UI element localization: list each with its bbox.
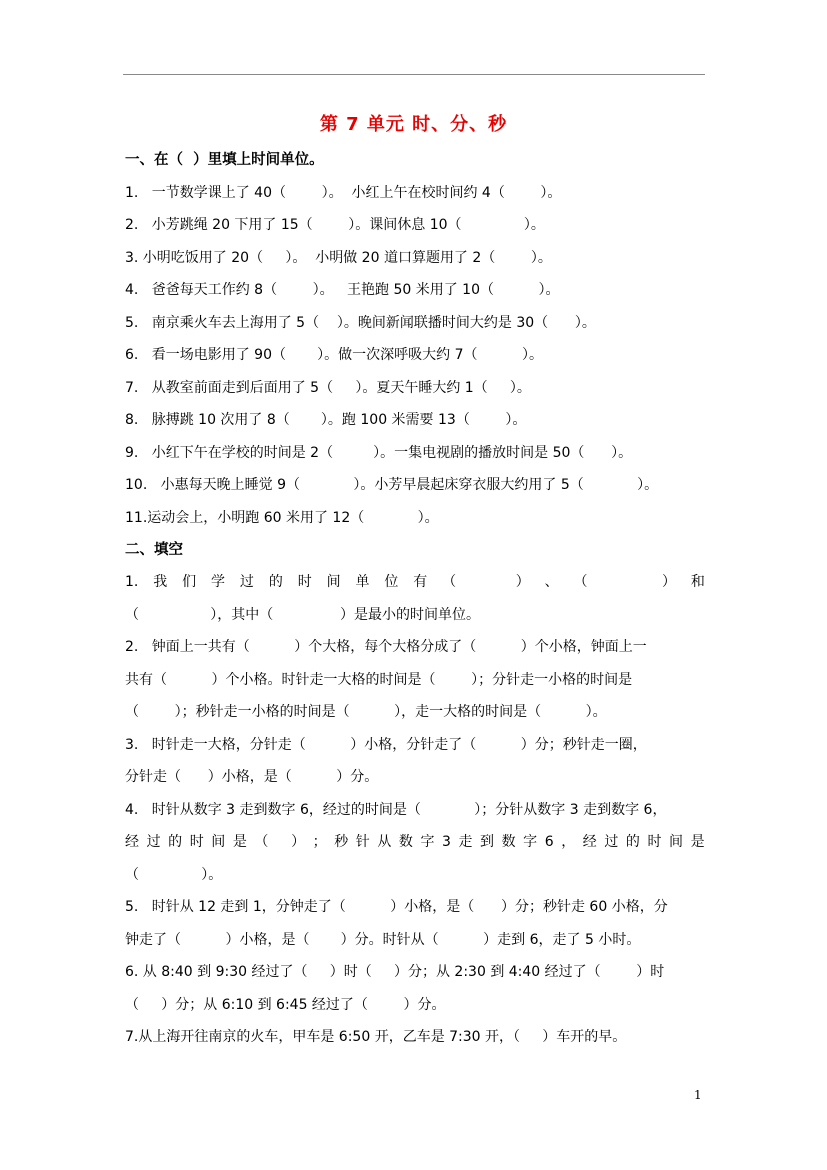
s2-q2-line3: （ ）；秒针走一小格的时间是（ ），走一大格的时间是（ ）。 (125, 704, 607, 720)
s2-q4-line1: 4. 时针从数字 3 走到数字 6，经过的时间是（ ）；分针从数字 3 走到数字 6， (125, 802, 667, 818)
section1-heading: 一、在（ ）里填上时间单位。 (125, 152, 324, 168)
text-segment: 秒 (334, 834, 349, 850)
text-segment: 是 (232, 834, 247, 850)
s2-q6-line2: （ ）分；从 6:10 到 6:45 经过了（ ）分。 (125, 997, 446, 1013)
text-segment: 过 (146, 834, 161, 850)
s1-item-4: 4. 爸爸每天工作约 8（ ）。 王艳跑 50 米用了 10（ ）。 (125, 282, 560, 298)
s1-item-3: 3. 小明吃饭用了 20（ ）。 小明做 20 道口算题用了 2（ ）。 (125, 250, 552, 266)
text-segment: 和 (690, 574, 705, 590)
page-number: 1 (694, 1088, 702, 1102)
s2-q5-line1: 5. 时针从 12 走到 1，分钟走了（ ）小格，是（ ）分；秒针走 60 小格，分 (125, 899, 668, 915)
text-segment: ； (312, 834, 327, 850)
page-title: 第 7 单元 时、分、秒 (319, 114, 508, 135)
text-segment: 间 (669, 834, 684, 850)
text-segment: 3 (442, 834, 451, 850)
text-segment: （ (442, 574, 457, 590)
text-segment: 从 (377, 834, 392, 850)
s1-item-11: 11.运动会上，小明跑 60 米用了 12（ ）。 (125, 510, 439, 526)
s1-item-9: 9. 小红下午在学校的时间是 2（ ）。一集电视剧的播放时间是 50（ ）。 (125, 445, 633, 461)
s2-q2-line2: 共有（ ）个小格。时针走一大格的时间是（ ）；分针走一小格的时间是 (125, 672, 633, 688)
section2-heading: 二、填空 (125, 542, 183, 558)
s2-q5-line2: 钟走了（ ）小格，是（ ）分。时针从（ ）走到 6，走了 5 小时。 (125, 932, 641, 948)
s2-q7-line1: 7.从上海开往南京的火车，甲车是 6:50 开，乙车是 7:30 开，（ ）车开的早。 (125, 1029, 627, 1045)
text-segment: 6 (544, 834, 554, 850)
s2-q3-line2: 分针走（ ）小格，是（ ）分。 (125, 769, 379, 785)
text-segment: 们 (182, 574, 197, 590)
text-segment: （ (254, 834, 269, 850)
s2-q4-line3: （ ）。 (125, 867, 223, 883)
text-segment: 位 (384, 574, 399, 590)
text-segment: 有 (413, 574, 428, 590)
text-segment: 字 (523, 834, 538, 850)
text-segment: ） (515, 574, 530, 590)
text-segment: 是 (690, 834, 705, 850)
text-segment: 间 (326, 574, 341, 590)
text-segment: 时 (647, 834, 662, 850)
text-segment: 1. (125, 574, 139, 590)
text-segment: 数 (501, 834, 516, 850)
text-segment: 的 (168, 834, 183, 850)
text-segment: 过 (604, 834, 619, 850)
s1-item-6: 6. 看一场电影用了 90（ ）。做一次深呼吸大约 7（ ）。 (125, 347, 543, 363)
s2-q2-line1: 2. 钟面上一共有（ ）个大格，每个大格分成了（ ）个小格，钟面上一 (125, 639, 647, 655)
s1-item-1: 1. 一节数学课上了 40（ ）。 小红上午在校时间约 4（ ）。 (125, 185, 562, 201)
s2-q1-line2: （ ），其中（ ）是最小的时间单位。 (125, 607, 480, 623)
header-rule (123, 74, 705, 75)
s1-item-2: 2. 小芳跳绳 20 下用了 15（ ）。课间休息 10（ ）。 (125, 217, 545, 233)
text-segment: 单 (355, 574, 370, 590)
text-segment: 时 (189, 834, 204, 850)
s1-item-5: 5. 南京乘火车去上海用了 5（ ）。晚间新闻联播时间大约是 30（ ）。 (125, 315, 596, 331)
text-segment: （ (573, 574, 588, 590)
text-segment: ） (291, 834, 306, 850)
s2-q4-line2 (125, 833, 705, 851)
text-segment: 数 (398, 834, 413, 850)
text-segment: 过 (239, 574, 254, 590)
s1-item-7: 7. 从教室前面走到后面用了 5（ ）。夏天午睡大约 1（ ）。 (125, 380, 531, 396)
text-segment: 学 (211, 574, 226, 590)
s2-q1-line1 (125, 573, 705, 591)
text-segment: 、 (544, 574, 559, 590)
text-segment: 经 (125, 834, 139, 850)
text-segment: 我 (153, 574, 168, 590)
text-segment: ， (561, 834, 576, 850)
text-segment: 经 (582, 834, 597, 850)
text-segment: 时 (297, 574, 312, 590)
text-segment: 的 (268, 574, 283, 590)
s1-item-8: 8. 脉搏跳 10 次用了 8（ ）。跑 100 米需要 13（ ）。 (125, 412, 527, 428)
text-segment: 间 (211, 834, 226, 850)
text-segment: 的 (625, 834, 640, 850)
text-segment: 字 (420, 834, 435, 850)
text-segment: ） (661, 574, 676, 590)
s2-q3-line1: 3. 时针走一大格，分针走（ ）小格，分针走了（ ）分；秒针走一圈， (125, 737, 647, 753)
s1-item-10: 10. 小惠每天晚上睡觉 9（ ）。小芳早晨起床穿衣服大约用了 5（ ）。 (125, 477, 659, 493)
text-segment: 走 (458, 834, 473, 850)
s2-q6-line1: 6. 从 8:40 到 9:30 经过了（ ）时（ ）分；从 2:30 到 4:40 经过了（ ）时 (125, 964, 665, 980)
text-segment: 针 (355, 834, 370, 850)
text-segment: 到 (480, 834, 495, 850)
